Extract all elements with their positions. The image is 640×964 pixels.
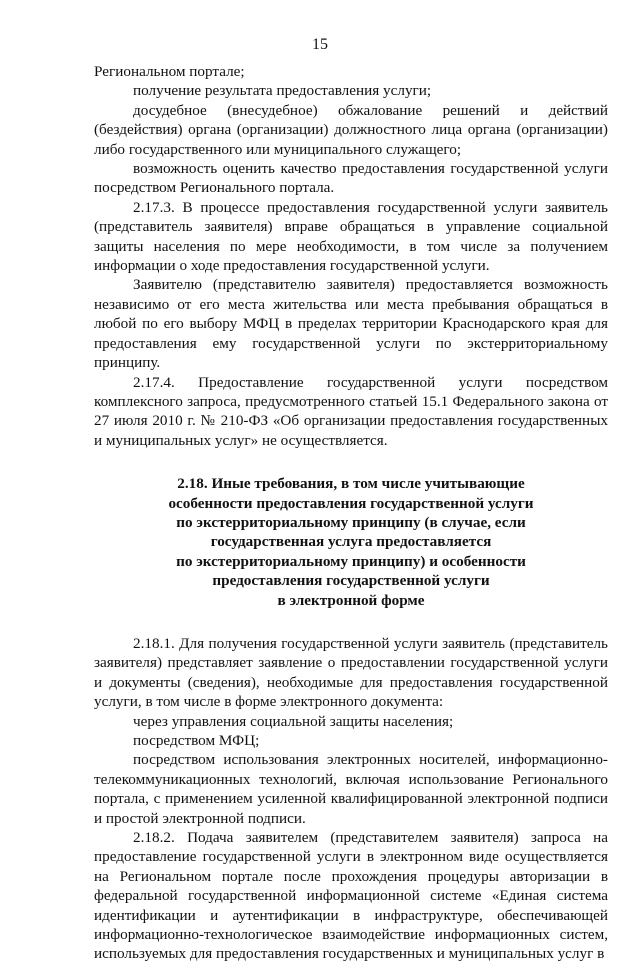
heading-line: по экстерриториальному принципу (в случае, если xyxy=(176,513,526,531)
heading-line: в электронной форме xyxy=(277,591,425,609)
document-body xyxy=(94,62,608,964)
paragraph: 2.17.3. В процессе предоставления государственной услуги заявитель (представитель заявителя) вправе обращаться в управление социальной защиты населения по мере необходимости, в том числе за получением информации о ходе предоставления государственной услуги. xyxy=(94,198,608,275)
heading-line: особенности предоставления государственной услуги xyxy=(168,494,534,512)
paragraphs-after-heading xyxy=(94,634,608,964)
paragraph: получение результата предоставления услуги; xyxy=(133,82,432,100)
heading-line: государственная услуга предоставляется xyxy=(210,533,492,551)
heading-line: по экстерриториальному принципу) и особенности xyxy=(176,552,526,570)
paragraphs-before-heading xyxy=(94,62,608,450)
paragraph: через управления социальной защиты населения; xyxy=(133,712,454,730)
section-heading xyxy=(94,474,608,610)
heading-line: предоставления государственной услуги xyxy=(212,572,490,590)
paragraph: посредством МФЦ; xyxy=(133,732,260,749)
paragraph: досудебное (внесудебное) обжалование решений и действий (бездействия) органа (организации) должностного лица органа (организации) либо государственного или муниципального служащего; xyxy=(94,101,608,158)
paragraph: Заявителю (представителю заявителя) предоставляется возможность независимо от его места жительства или места пребывания обращаться в любой по его выбору МФЦ в пределах территории Краснодарского края для предоставления ему государственной услуги по экстерриториальному принципу. xyxy=(94,276,608,372)
paragraph: посредством использования электронных носителей, информационно-телекоммуникационных технологий, включая использование Регионального портала, с применением усиленной квалифицированной электронной подписи и простой электронной подписи. xyxy=(94,751,608,827)
paragraph: 2.18.2. Подача заявителем (представителем заявителя) запроса на предоставление государственной услуги в электронном виде осуществляется на Региональном портале после прохождения процедуры авторизации в федеральной государственной информационной системе «Единая система идентификации и аутентификации в инфраструктуре, обеспечивающей информационно-технологическое взаимодействие информационных систем, используемых для предоставления государственных и муниципальных услуг в xyxy=(94,829,608,963)
paragraph: Региональном портале; xyxy=(94,63,245,80)
heading-line: 2.18. Иные требования, в том числе учитывающие xyxy=(177,475,525,493)
paragraph: 2.18.1. Для получения государственной услуги заявитель (представитель заявителя) представляет заявление о предоставлении государственной услуги и документы (сведения), необходимые для предоставления государственной услуги, в том числе в форме электронного документа: xyxy=(94,634,608,711)
paragraph: 2.17.4. Предоставление государственной услуги посредством комплексного запроса, предусмотренного статьей 15.1 Федерального закона от 27 июля 2010 г. № 210-ФЗ «Об организации предоставления государственных и муниципальных услуг» не осуществляется. xyxy=(94,373,608,449)
page-number: 15 xyxy=(312,36,328,53)
paragraph: возможность оценить качество предоставления государственной услуги посредством Регионального портала. xyxy=(94,160,608,197)
